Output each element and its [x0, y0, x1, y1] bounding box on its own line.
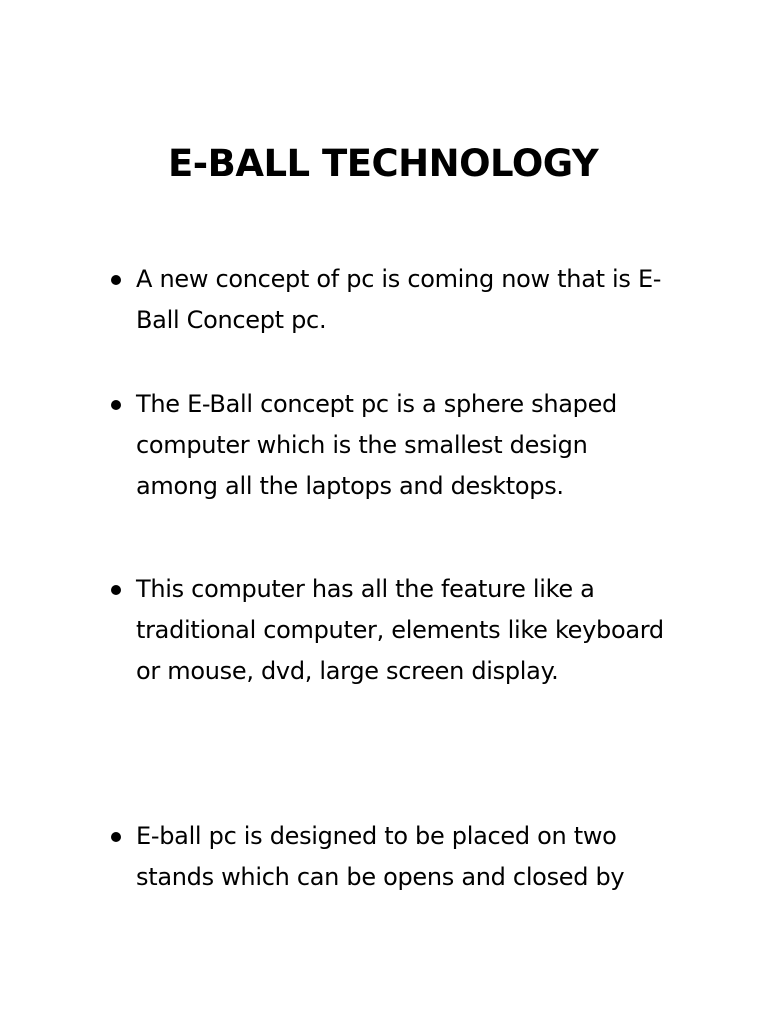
document-title: E-BALL TECHNOLOGY — [168, 142, 599, 185]
bullet-text-4: E-ball pc is designed to be placed on two stands which can be opens and closed by — [136, 822, 625, 891]
bullet-dot-icon — [111, 400, 121, 410]
bullet-dot-icon — [111, 275, 121, 285]
bullet-dot-icon — [111, 585, 121, 595]
bullet-text-2: The E-Ball concept pc is a sphere shaped computer which is the smallest design among all the laptops and desktops. — [136, 390, 617, 500]
bullet-text-3: This computer has all the feature like a traditional computer, elements like keyboard or mouse, dvd, large screen display. — [136, 575, 664, 685]
bullet-text-1: A new concept of pc is coming now that is E-Ball Concept pc. — [136, 265, 662, 334]
bullet-dot-icon — [111, 832, 121, 842]
